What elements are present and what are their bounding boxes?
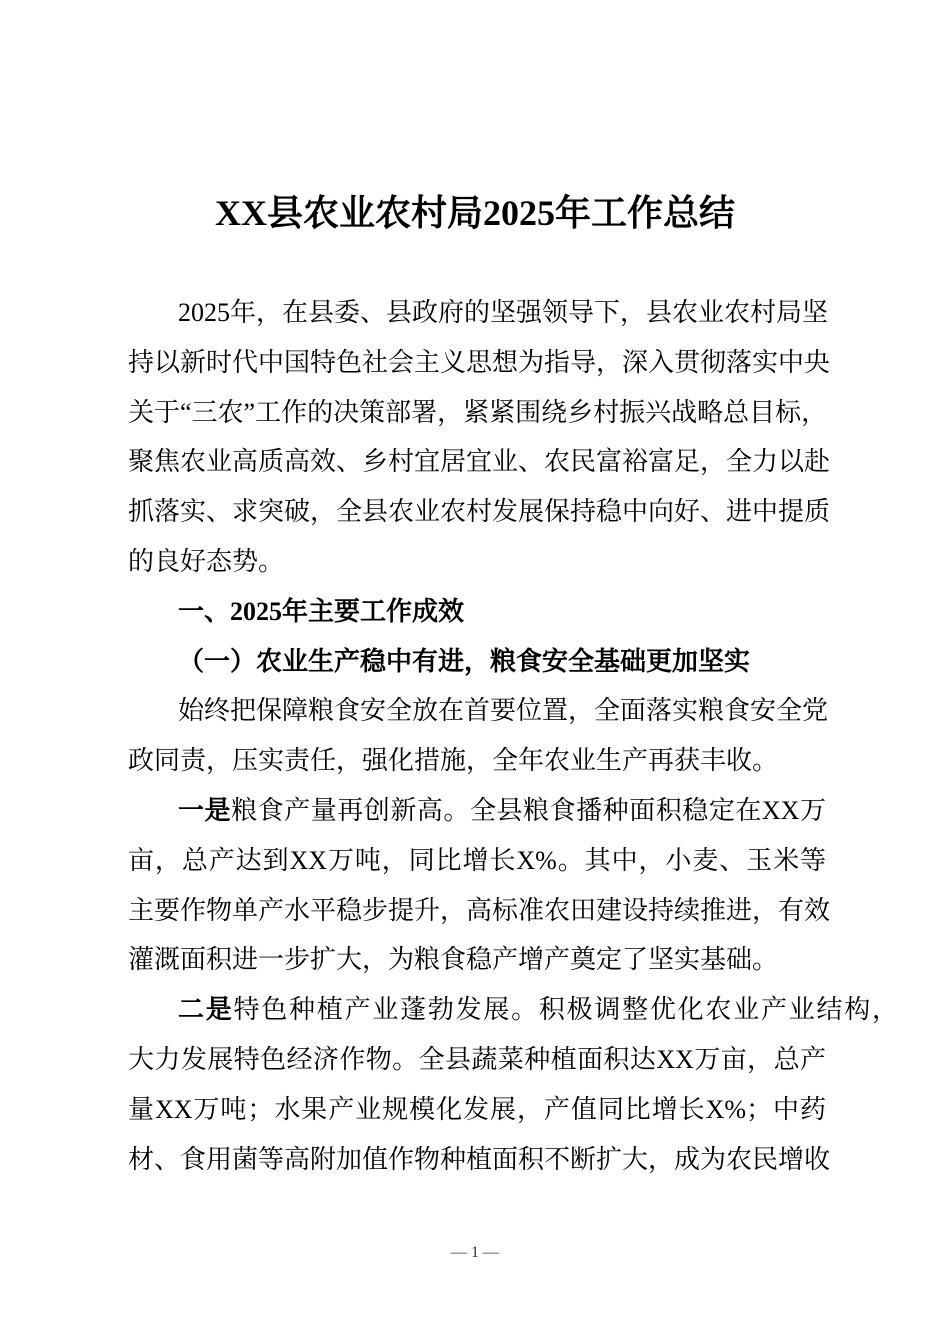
paragraph-line: 主要作物单产水平稳步提升，高标准农田建设持续推进，有效 xyxy=(128,895,831,925)
paragraph-3 xyxy=(128,786,831,985)
paragraph-line: 亩，总产达到XX万吨，同比增长X%。其中，小麦、玉米等 xyxy=(128,845,826,875)
paragraph-line: 持以新时代中国特色社会主义思想为指导，深入贯彻落实中央 xyxy=(128,347,831,377)
paragraph-line: 材、食用菌等高附加值作物种植面积不断扩大，成为农民增收 xyxy=(128,1144,831,1174)
document-body xyxy=(128,288,898,1184)
paragraph-4 xyxy=(128,985,898,1184)
section-heading: 一、2025年主要工作成效 xyxy=(178,596,465,626)
page-number: — 1 — xyxy=(451,1244,499,1261)
paragraph-line: 聚焦农业高质高效、乡村宜居宜业、农民富裕富足，全力以赴 xyxy=(128,447,831,477)
document-title: XX县农业农村局2025年工作总结 xyxy=(215,193,735,233)
paragraph-line: 灌溉面积进一步扩大，为粮食稳产增产奠定了坚实基础。 xyxy=(128,945,779,975)
paragraph-line: 的良好态势。 xyxy=(128,546,285,576)
paragraph-lead: 二是 xyxy=(178,995,234,1025)
intro-paragraph xyxy=(128,288,831,587)
paragraph-lead: 一是 xyxy=(178,795,232,825)
subsection-heading: （一）农业生产稳中有进，粮食安全基础更加坚实 xyxy=(178,646,751,676)
paragraph-line xyxy=(128,786,826,836)
paragraph-text: 粮食产量再创新高。全县粮食播种面积稳定在XX万 xyxy=(231,795,826,825)
paragraph-line xyxy=(128,985,898,1035)
paragraph-line: 始终把保障粮食安全放在首要位置，全面落实粮食安全党 xyxy=(178,696,829,726)
paragraph-text: 特色种植产业蓬勃发展。积极调整优化农业产业结构， xyxy=(233,995,898,1025)
paragraph-line: 大力发展特色经济作物。全县蔬菜种植面积达XX万亩，总产 xyxy=(128,1044,826,1074)
paragraph-line: 2025年，在县委、县政府的坚强领导下，县农业农村局坚 xyxy=(178,298,829,327)
paragraph-line: 抓落实、求突破，全县农业农村发展保持稳中向好、进中提质 xyxy=(128,497,831,527)
paragraph-line: 量XX万吨；水果产业规模化发展，产值同比增长X%；中药 xyxy=(128,1094,826,1124)
paragraph-line: 关于“三农”工作的决策部署，紧紧围绕乡村振兴战略总目标， xyxy=(128,397,828,427)
paragraph-line: 政同责，压实责任，强化措施，全年农业生产再获丰收。 xyxy=(128,746,779,776)
paragraph-2 xyxy=(128,686,829,786)
